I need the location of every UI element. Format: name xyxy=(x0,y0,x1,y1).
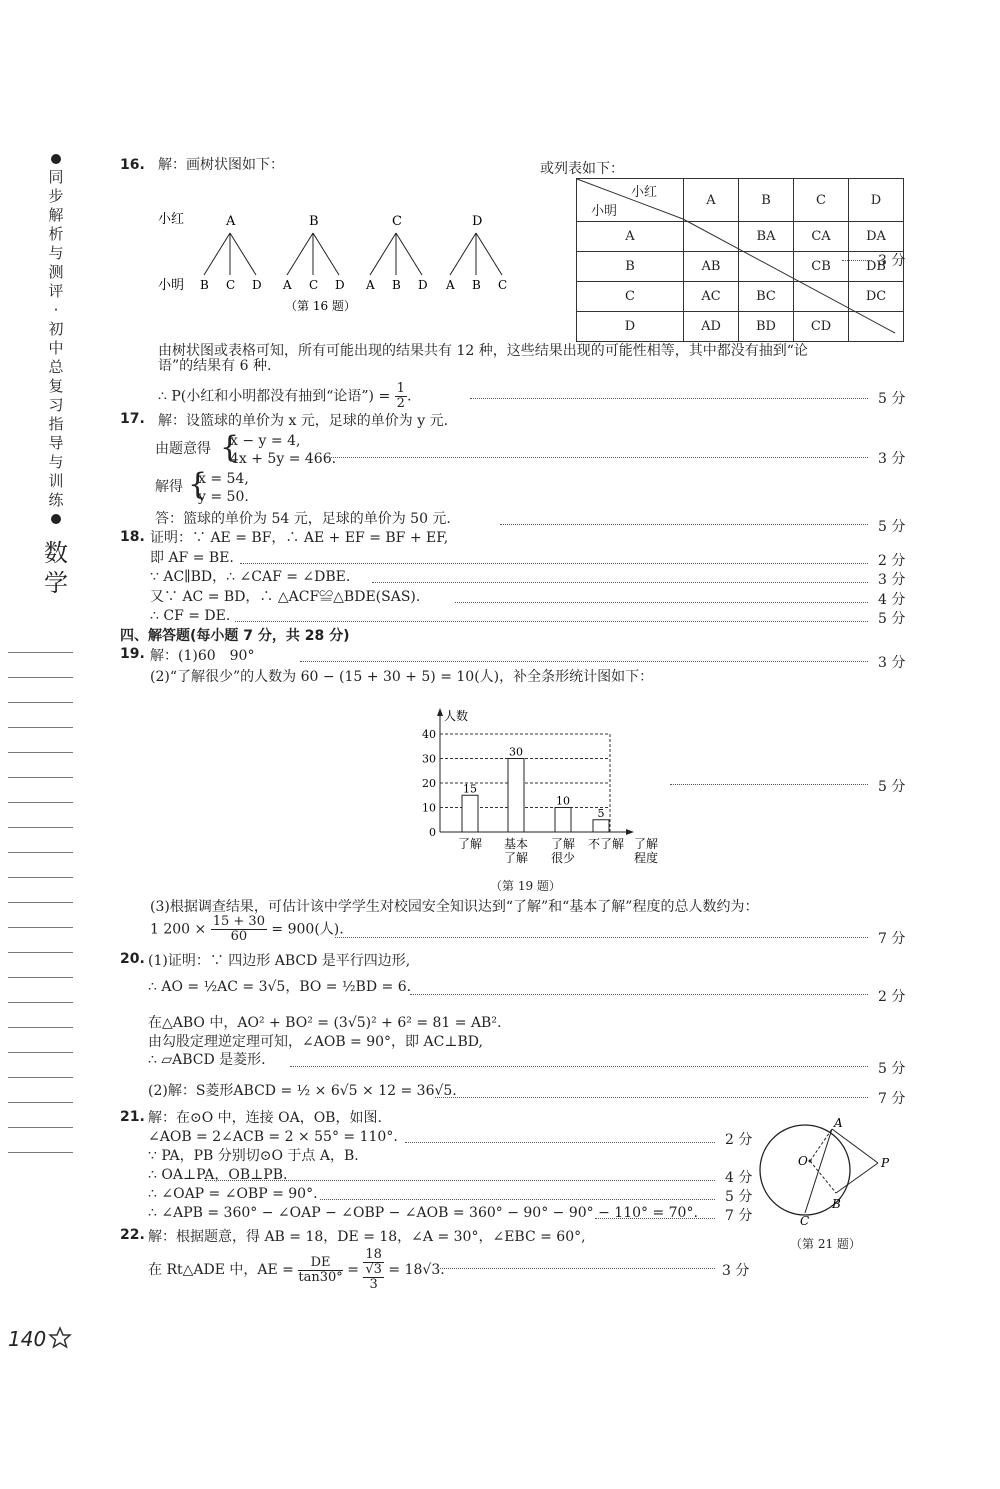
table-cell: DB xyxy=(849,252,904,282)
x-tick-label: 很少 xyxy=(550,851,576,865)
q18-line: 即 AF = BE. xyxy=(150,549,234,566)
y-tick-label: 10 xyxy=(422,801,436,815)
section-heading: 四、解答题(每小题 7 分，共 28 分) xyxy=(120,628,350,644)
q21-caption: （第 21 题） xyxy=(790,1237,861,1251)
table-cell: AC xyxy=(684,282,739,312)
series-char: 复 xyxy=(48,377,64,395)
bar-value-label: 5 xyxy=(597,806,605,820)
bar xyxy=(508,759,524,833)
label-B: B xyxy=(832,1197,841,1211)
star-icon xyxy=(48,1326,72,1350)
label-P: P xyxy=(881,1156,890,1170)
q19-line1: 解：(1)60 90° xyxy=(150,648,255,664)
q16-line3: ∴ P(小红和小明都没有抽到“论语”) = $\frac{1}{2}$ . xyxy=(158,381,412,411)
q21-line: ∴ ∠OAP = ∠OBP = 90°. xyxy=(148,1186,318,1202)
q17-score1: 3 分 xyxy=(878,451,906,467)
q17-sol1: x = 54, xyxy=(198,471,249,487)
tree-leaf: D xyxy=(418,278,428,292)
q17-eq1: x − y = 4, xyxy=(230,433,301,449)
tree-leaf: C xyxy=(498,278,508,292)
fraction: $\frac{15 + 30}{60}$ xyxy=(212,914,265,944)
table-row-header: D xyxy=(577,312,684,342)
q19-line4: 1 200 × $\frac{15 + 30}{60}$ = 900(人). xyxy=(150,914,344,944)
tree-root: A xyxy=(226,214,236,229)
y-axis-label: 人数 xyxy=(444,709,469,723)
label-A: A xyxy=(834,1116,843,1130)
q18-score: 2 分 xyxy=(878,552,906,569)
series-char: 练 xyxy=(48,491,64,509)
q18-line: 证明：∵ AE = BF，∴ AE + EF = BF + EF, xyxy=(150,530,449,546)
q19-number: 19. xyxy=(120,646,145,662)
table-cell: BD xyxy=(739,312,794,342)
q16-line1: 由树状图或表格可知，所有可能出现的结果共有 12 种，这些结果出现的可能性相等，其中都没有抽到“论 xyxy=(158,343,808,359)
q21-line: ∴ ∠APB = 360° − ∠OAP − ∠OBP − ∠AOB = 360° − 90° − 90° − 110° = 70°. xyxy=(148,1205,698,1221)
q16-table-intro: 或列表如下： xyxy=(540,161,624,177)
subject-title xyxy=(42,538,70,598)
q19-line3: (3)根据调查结果，可估计该中学学生对校园安全知识达到“了解”和“基本了解”程度的总人数约为： xyxy=(150,899,759,915)
q16-prob-text: ∴ P(小红和小明都没有抽到“论语”) = xyxy=(158,388,391,405)
y-tick-label: 0 xyxy=(429,826,436,839)
q22-line1: 解：根据题意，得 AB = 18，DE = 18，∠A = 30°，∠EBC = 60°, xyxy=(148,1229,586,1245)
q19-line2: (2)“了解很少”的人数为 60 − (15 + 30 + 5) = 10(人)，补全条形统计图如下： xyxy=(150,669,654,685)
q17-answer: 答：篮球的单价为 54 元，足球的单价为 50 元. xyxy=(155,511,451,527)
table-cell: CB xyxy=(794,252,849,282)
series-char: 步 xyxy=(48,187,64,205)
q18-score: 3 分 xyxy=(878,572,906,588)
q21-line: ∵ PA，PB 分别切⊙O 于点 A，B. xyxy=(148,1148,359,1164)
q18-score: 4 分 xyxy=(878,591,906,608)
q22-number: 22. xyxy=(120,1227,145,1243)
table-col-header: B xyxy=(739,179,794,222)
tree-root: B xyxy=(309,214,319,229)
q18-line: 又∵ AC = BD，∴ △ACF≌△BDE(SAS). xyxy=(150,588,421,605)
bar-value-label: 30 xyxy=(509,745,523,759)
q16-line2: 语”的结果有 6 种. xyxy=(158,358,272,374)
tree-root: D xyxy=(472,214,483,229)
x-tick-label: 程度 xyxy=(633,851,659,865)
tree-leaf: B xyxy=(200,278,209,292)
y-tick-label: 40 xyxy=(422,728,436,741)
label-C: C xyxy=(800,1214,810,1228)
series-char: 指 xyxy=(48,415,64,433)
x-tick-label: 了解 xyxy=(457,837,483,851)
table-row-header: C xyxy=(577,282,684,312)
tree-leaf: C xyxy=(226,278,236,292)
q20-line5: ∴ ▱ABCD 是菱形. xyxy=(148,1052,266,1068)
q20-score1: 2 分 xyxy=(878,989,906,1005)
q20-line1: (1)证明：∵ 四边形 ABCD 是平行四边形, xyxy=(148,953,411,969)
fraction: $\frac{DE}{\tan 30^\circ}$ xyxy=(298,1254,343,1285)
q17-number: 17. xyxy=(120,411,145,427)
tree-leaf: C xyxy=(309,278,319,292)
series-char: 导 xyxy=(48,434,64,452)
tree-root: C xyxy=(392,214,402,229)
table-row-header: B xyxy=(577,252,684,282)
q17-line1: 解：设篮球的单价为 x 元，足球的单价为 y 元. xyxy=(158,413,449,429)
q21-score: 2 分 xyxy=(725,1132,753,1148)
q18-number: 18. xyxy=(120,529,145,545)
series-char: 中 xyxy=(48,339,64,357)
series-char: · xyxy=(53,301,59,319)
table-col-header: C xyxy=(794,179,849,222)
q18-line: ∵ AC∥BD，∴ ∠CAF = ∠DBE. xyxy=(150,569,351,585)
series-char: 初 xyxy=(48,320,64,338)
tree-label-top: 小红 xyxy=(158,212,185,227)
series-char: 同 xyxy=(48,168,64,186)
q21-line: ∴ OA⊥PA，OB⊥PB. xyxy=(148,1167,288,1183)
tree-caption: （第 16 题） xyxy=(285,299,356,313)
q17-score2: 5 分 xyxy=(878,519,906,535)
q16-table-score: 3 分 xyxy=(878,253,906,269)
table-cell: AD xyxy=(684,312,739,342)
q20-line2: ∴ AO = ½AC = 3√5，BO = ½BD = 6. xyxy=(148,979,412,995)
fraction: $\frac{1}{2}$ xyxy=(396,381,405,411)
bar-value-label: 15 xyxy=(463,782,477,796)
table-cell: BC xyxy=(739,282,794,312)
q16-number: 16. xyxy=(120,157,145,173)
q19-caption: （第 19 题） xyxy=(490,879,561,893)
circle-tangent-figure xyxy=(750,1115,900,1230)
bar-chart xyxy=(415,700,659,875)
q21-score: 5 分 xyxy=(725,1189,753,1205)
tree-diagram xyxy=(150,205,530,315)
q21-score: 4 分 xyxy=(725,1170,753,1186)
series-char: 与 xyxy=(48,453,64,471)
q21-number: 21. xyxy=(120,1109,145,1125)
q20-line6: (2)解：S菱形ABCD = ½ × 6√5 × 12 = 36√5. xyxy=(148,1083,457,1099)
q20-line3: 在△ABO 中，AO² + BO² = (3√5)² + 6² = 81 = AB². xyxy=(148,1015,502,1031)
x-tick-label: 了解 xyxy=(503,851,529,865)
q20-number: 20. xyxy=(120,951,145,967)
tree-label-bottom: 小明 xyxy=(158,278,185,293)
table-cell: BA xyxy=(739,222,794,252)
q20-score3: 7 分 xyxy=(878,1091,906,1107)
table-row-header: A xyxy=(577,222,684,252)
x-tick-label: 不了解 xyxy=(587,837,625,851)
q16-intro: 解：画树状图如下： xyxy=(158,157,284,173)
fraction: 18 √3 3 xyxy=(365,1247,382,1292)
table-header-left: 小明 xyxy=(591,204,618,219)
margin-rules xyxy=(8,652,73,1177)
tree-leaf: A xyxy=(446,278,455,292)
series-char: 总 xyxy=(48,358,64,376)
table-cell: CD xyxy=(794,312,849,342)
x-tick-label: 了解 xyxy=(633,837,659,851)
series-char: 析 xyxy=(48,225,64,243)
bar-value-label: 10 xyxy=(556,794,570,808)
table-cell: DC xyxy=(849,282,904,312)
q18-score: 5 分 xyxy=(878,611,906,627)
tree-leaf: B xyxy=(472,278,481,292)
table-cell: DA xyxy=(849,222,904,252)
subject-char: 数 xyxy=(44,539,68,567)
table-cell: CA xyxy=(794,222,849,252)
table-header-top: 小红 xyxy=(630,185,657,200)
page-number: 140 xyxy=(8,1327,47,1351)
bar xyxy=(462,795,478,832)
bar xyxy=(555,808,571,833)
tree-leaf: D xyxy=(252,278,262,292)
series-char: 评 xyxy=(48,282,64,300)
table-corner-cell xyxy=(577,179,684,222)
y-tick-label: 30 xyxy=(422,752,436,766)
label-O: O xyxy=(798,1154,808,1168)
table-col-header: D xyxy=(849,179,904,222)
q21-line: ∠AOB = 2∠ACB = 2 × 55° = 110°. xyxy=(148,1129,398,1145)
series-char: 与 xyxy=(48,244,64,262)
bullet-icon xyxy=(51,514,61,524)
x-tick-label: 了解 xyxy=(550,837,576,851)
tree-leaf: B xyxy=(392,278,401,292)
bar xyxy=(593,820,609,832)
q17-line2: 由题意得 xyxy=(155,441,211,457)
series-char: 解 xyxy=(48,206,64,224)
q16-score: 5 分 xyxy=(878,391,906,407)
y-tick-label: 20 xyxy=(422,777,436,790)
q20-score2: 5 分 xyxy=(878,1061,906,1077)
q17-sol2: y = 50. xyxy=(198,489,249,505)
q21-score: 7 分 xyxy=(725,1208,753,1224)
subject-char: 学 xyxy=(44,569,68,597)
series-char: 训 xyxy=(48,472,64,490)
q19-score2: 5 分 xyxy=(878,779,906,795)
q22-score: 3 分 xyxy=(722,1263,750,1279)
q22-line2: 在 Rt△ADE 中，AE = $\frac{DE}{\tan 30^\circ}$ = 18 √3 3 = 18√3. xyxy=(148,1247,445,1292)
q18-line: ∴ CF = DE. xyxy=(150,608,231,624)
tree-leaf: A xyxy=(366,278,375,292)
table-col-header: A xyxy=(684,179,739,222)
x-tick-label: 基本 xyxy=(503,837,529,851)
q19-score1: 3 分 xyxy=(878,655,906,671)
series-title-text xyxy=(42,168,70,510)
q19-score3: 7 分 xyxy=(878,931,906,947)
series-title-vertical xyxy=(42,150,70,598)
q21-line: 解：在⊙O 中，连接 OA，OB，如图. xyxy=(148,1110,382,1126)
tree-leaf: A xyxy=(283,278,292,292)
q17-eq2: 4x + 5y = 466. xyxy=(230,451,337,467)
series-char: 测 xyxy=(48,263,64,281)
bullet-icon xyxy=(51,154,61,164)
table-cell: AB xyxy=(684,252,739,282)
q20-line4: 由勾股定理逆定理可知，∠AOB = 90°，即 AC⊥BD, xyxy=(148,1034,483,1050)
tree-leaf: D xyxy=(335,278,345,292)
series-char: 习 xyxy=(48,396,64,414)
q17-line3: 解得 xyxy=(155,479,183,495)
